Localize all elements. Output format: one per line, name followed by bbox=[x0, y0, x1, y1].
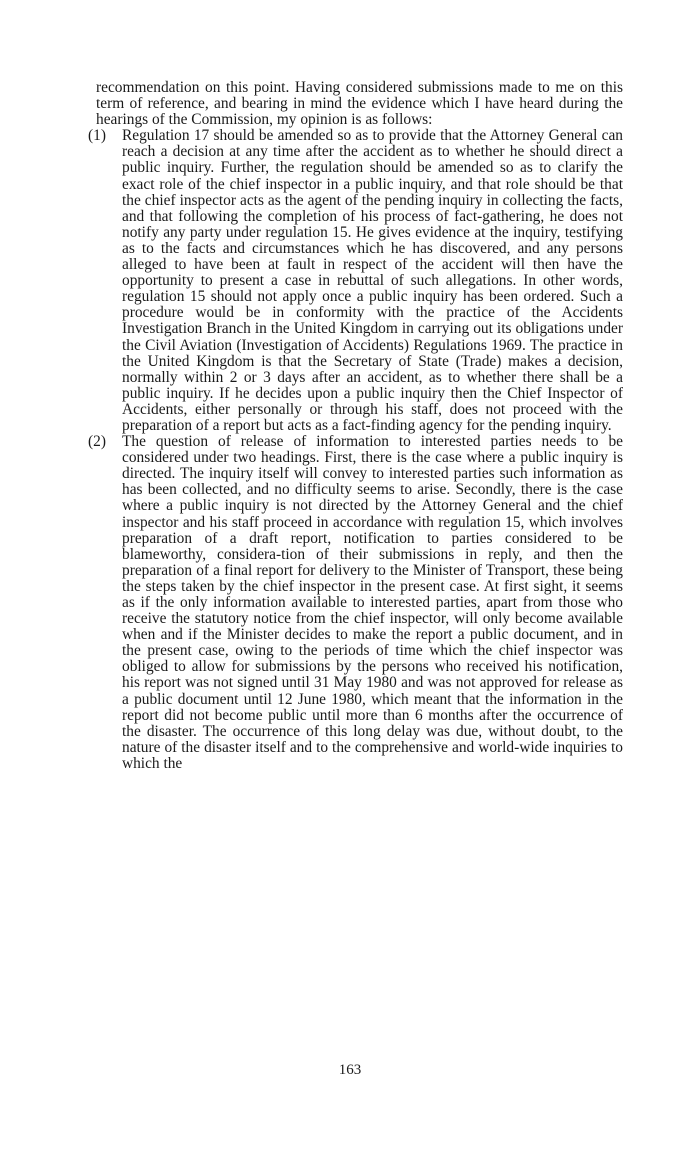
document-body bbox=[88, 79, 623, 772]
list-item bbox=[88, 127, 623, 434]
list-item bbox=[88, 433, 623, 772]
page-number: 163 bbox=[338, 1062, 362, 1078]
item-text: The question of release of information to interested parties needs to be considered under two headings. First, there is the case where a public inquiry is directed. The inquiry itself will convey to interested parties such information as has been collected, and no difficulty seems to arise. Secondly, there is the case where a public inquiry is not directed by the Attorney General and the chief inspector and his staff proceed in accordance with regulation 15, which involves preparation of a draft report, notification to parties considered to be blameworthy, considera-tion of their submissions in reply, and then the preparation of a final report for delivery to the Minister of Transport, these being the steps taken by the chief inspector in the present case. At first sight, it seems as if the only information available to interested parties, apart from those who receive the statutory notice from the chief inspector, will only become available when and if the Minister decides to make the report a public document, and in the present case, owing to the periods of time which the chief inspector was obliged to allow for submissions by the persons who received his notification, his report was not signed until 31 May 1980 and was not approved for release as a public document until 12 June 1980, which meant that the information in the report did not become public until more than 6 months after the occurrence of the disaster. The occurrence of this long delay was due, without doubt, to the nature of the disaster itself and to the comprehensive and world-wide inquiries to which the bbox=[122, 433, 623, 772]
item-text: Regulation 17 should be amended so as to provide that the Attorney General can reach a decision at any time after the accident as to whether he should direct a public inquiry. Further, the regulation should be amended so as to clarify the exact role of the chief inspector in a public inquiry, and that role should be that the chief inspector acts as the agent of the pending inquiry in collecting the facts, and that following the completion of his process of fact-gathering, he does not notify any party under regulation 15. He gives evidence at the inquiry, testifying as to the facts and circumstances which he has discovered, and any persons alleged to have been at fault in respect of the accident will then have the opportunity to present a case in rebuttal of such allegations. In other words, regulation 15 should not apply once a public inquiry has been ordered. Such a procedure would be in conformity with the practice of the Accidents Investigation Branch in the United Kingdom in carrying out its obligations under the Civil Aviation (Investigation of Accidents) Regulations 1969. The practice in the United Kingdom is that the Secretary of State (Trade) makes a decision, normally within 2 or 3 days after an accident, as to whether there shall be a public inquiry. If he decides upon a public inquiry then the Chief Inspector of Accidents, either personally or through his staff, does not proceed with the preparation of a report but acts as a fact-finding agency for the pending inquiry. bbox=[122, 127, 623, 434]
item-number: (1) bbox=[88, 127, 106, 145]
intro-paragraph: recommendation on this point. Having considered submissions made to me on this term of reference, and bearing in mind the evidence which I have heard during the hearings of the Commission, my opinion is as follows: bbox=[96, 79, 623, 129]
item-number: (2) bbox=[88, 433, 106, 451]
